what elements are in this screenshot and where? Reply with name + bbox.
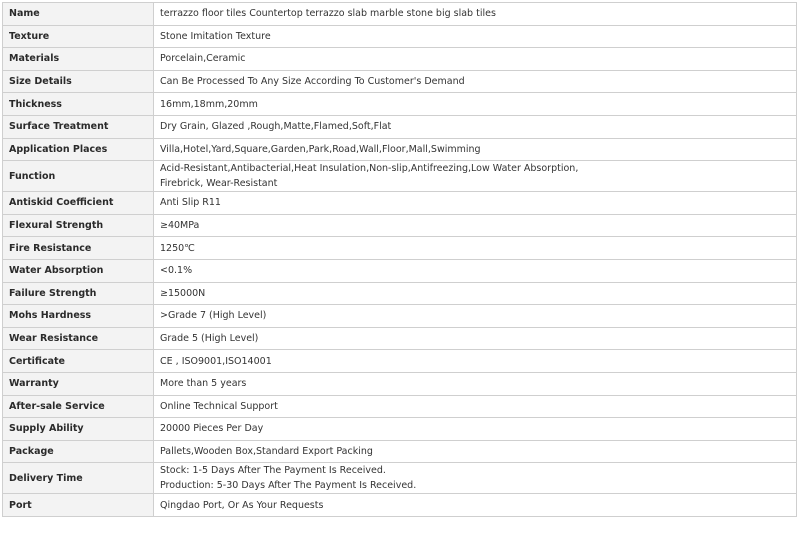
spec-label: Fire Resistance bbox=[3, 237, 154, 260]
spec-row-mohs-hardness bbox=[3, 305, 797, 328]
spec-row-flexural-strength bbox=[3, 214, 797, 237]
spec-value-line: Production: 5-30 Days After The Payment Is Received. bbox=[160, 480, 417, 492]
spec-row-port bbox=[3, 494, 797, 517]
spec-row-size-details bbox=[3, 70, 797, 93]
spec-value-line: Stock: 1-5 Days After The Payment Is Received. bbox=[160, 465, 386, 477]
spec-label: After-sale Service bbox=[3, 395, 154, 418]
spec-row-failure-strength bbox=[3, 282, 797, 305]
spec-value: ≥15000N bbox=[154, 282, 797, 305]
spec-row-function bbox=[3, 161, 797, 192]
spec-label: Wear Resistance bbox=[3, 327, 154, 350]
spec-value bbox=[154, 161, 797, 192]
spec-row-name bbox=[3, 3, 797, 26]
spec-row-fire-resistance bbox=[3, 237, 797, 260]
spec-label: Failure Strength bbox=[3, 282, 154, 305]
spec-label: Certificate bbox=[3, 350, 154, 373]
spec-label: Thickness bbox=[3, 93, 154, 116]
spec-label: Delivery Time bbox=[3, 463, 154, 494]
spec-value: ≥40MPa bbox=[154, 214, 797, 237]
spec-value: Dry Grain, Glazed ,Rough,Matte,Flamed,Soft,Flat bbox=[154, 115, 797, 138]
spec-label: Water Absorption bbox=[3, 259, 154, 282]
spec-row-delivery-time bbox=[3, 463, 797, 494]
spec-label: Warranty bbox=[3, 372, 154, 395]
spec-label: Texture bbox=[3, 25, 154, 48]
spec-row-package bbox=[3, 440, 797, 463]
spec-value: Villa,Hotel,Yard,Square,Garden,Park,Road,Wall,Floor,Mall,Swimming bbox=[154, 138, 797, 161]
spec-value: CE , ISO9001,ISO14001 bbox=[154, 350, 797, 373]
spec-row-antiskid-coefficient bbox=[3, 192, 797, 215]
spec-label: Flexural Strength bbox=[3, 214, 154, 237]
spec-value: More than 5 years bbox=[154, 372, 797, 395]
spec-label: Surface Treatment bbox=[3, 115, 154, 138]
spec-label: Function bbox=[3, 161, 154, 192]
spec-value: Anti Slip R11 bbox=[154, 192, 797, 215]
spec-label: Size Details bbox=[3, 70, 154, 93]
spec-value: Porcelain,Ceramic bbox=[154, 48, 797, 71]
spec-label: Antiskid Coefficient bbox=[3, 192, 154, 215]
spec-value: 20000 Pieces Per Day bbox=[154, 418, 797, 441]
spec-value: Stone Imitation Texture bbox=[154, 25, 797, 48]
spec-row-certificate bbox=[3, 350, 797, 373]
spec-row-wear-resistance bbox=[3, 327, 797, 350]
spec-label: Materials bbox=[3, 48, 154, 71]
spec-value: terrazzo floor tiles Countertop terrazzo slab marble stone big slab tiles bbox=[154, 3, 797, 26]
spec-row-surface-treatment bbox=[3, 115, 797, 138]
spec-label: Mohs Hardness bbox=[3, 305, 154, 328]
spec-label: Name bbox=[3, 3, 154, 26]
spec-label: Supply Ability bbox=[3, 418, 154, 441]
spec-value: Online Technical Support bbox=[154, 395, 797, 418]
spec-value-line: Acid-Resistant,Antibacterial,Heat Insulation,Non-slip,Antifreezing,Low Water Absorption, bbox=[160, 163, 579, 175]
spec-row-after-sale-service bbox=[3, 395, 797, 418]
spec-value: 16mm,18mm,20mm bbox=[154, 93, 797, 116]
spec-row-materials bbox=[3, 48, 797, 71]
spec-label: Package bbox=[3, 440, 154, 463]
spec-label: Port bbox=[3, 494, 154, 517]
spec-value: >Grade 7 (High Level) bbox=[154, 305, 797, 328]
spec-value: Can Be Processed To Any Size According To Customer's Demand bbox=[154, 70, 797, 93]
spec-label: Application Places bbox=[3, 138, 154, 161]
spec-row-warranty bbox=[3, 372, 797, 395]
spec-value: <0.1% bbox=[154, 259, 797, 282]
spec-value: Pallets,Wooden Box,Standard Export Packing bbox=[154, 440, 797, 463]
spec-row-texture bbox=[3, 25, 797, 48]
spec-row-application-places bbox=[3, 138, 797, 161]
spec-value: Qingdao Port, Or As Your Requests bbox=[154, 494, 797, 517]
product-spec-table bbox=[2, 2, 797, 517]
spec-value-line: Firebrick, Wear-Resistant bbox=[160, 178, 278, 190]
spec-value: 1250℃ bbox=[154, 237, 797, 260]
spec-row-thickness bbox=[3, 93, 797, 116]
spec-row-water-absorption bbox=[3, 259, 797, 282]
spec-value bbox=[154, 463, 797, 494]
spec-row-supply-ability bbox=[3, 418, 797, 441]
spec-value: Grade 5 (High Level) bbox=[154, 327, 797, 350]
